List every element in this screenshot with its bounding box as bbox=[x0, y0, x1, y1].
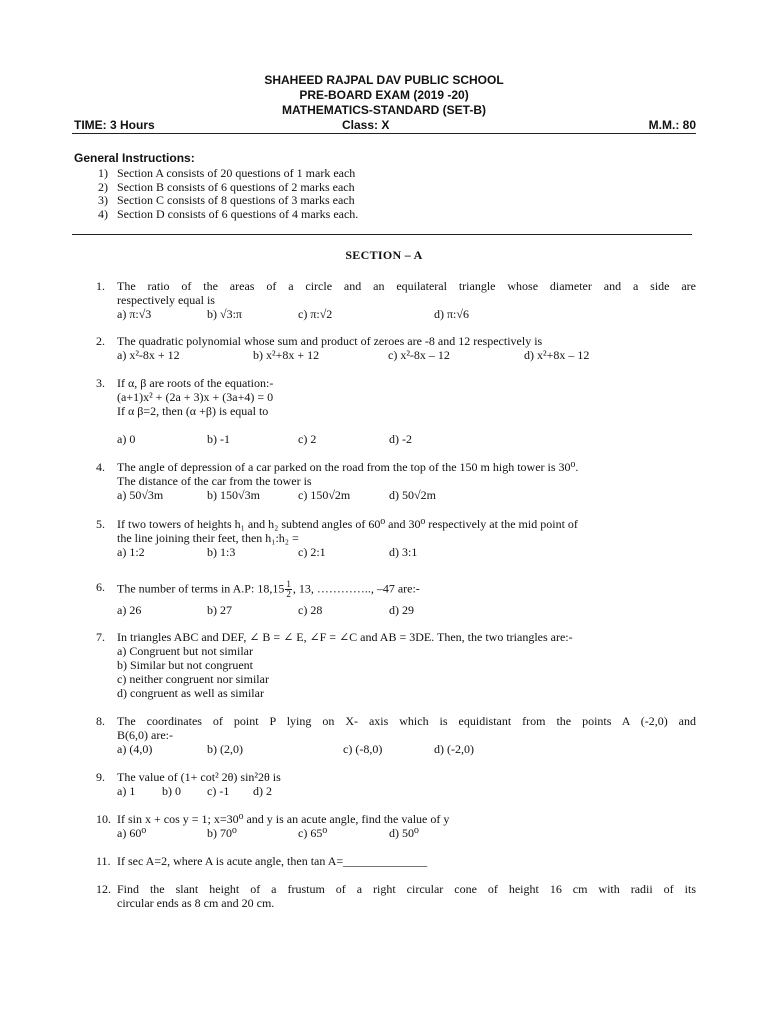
question-number: 8. bbox=[96, 714, 105, 728]
question-text: The distance of the car from the tower is bbox=[117, 474, 312, 488]
option-b: b) -1 bbox=[207, 432, 230, 446]
option-d: d) 2 bbox=[253, 784, 272, 798]
question-number: 5. bbox=[96, 517, 105, 531]
option-d: d) -2 bbox=[389, 432, 412, 446]
question-text: In triangles ABC and DEF, ∠ B = ∠ E, ∠F = ∠C and AB = 3DE. Then, the two triangles are:- bbox=[117, 630, 573, 644]
option-a: a) π:√3 bbox=[117, 307, 152, 321]
option-d: d) 29 bbox=[389, 603, 414, 617]
question-number: 7. bbox=[96, 630, 105, 644]
instruction-number: 4) bbox=[98, 207, 108, 221]
option-d: d) 50⁰ bbox=[389, 826, 419, 840]
header-divider bbox=[72, 133, 696, 134]
question-2 bbox=[96, 334, 696, 362]
option-c: c) neither congruent nor similar bbox=[117, 672, 269, 686]
instruction-item bbox=[98, 207, 358, 222]
option-c: c) 2 bbox=[298, 432, 317, 446]
option-a: a) 60⁰ bbox=[117, 826, 147, 840]
options-row bbox=[117, 742, 696, 756]
option-c: c) -1 bbox=[207, 784, 230, 798]
question-8 bbox=[96, 714, 696, 756]
option-a: a) Congruent but not similar bbox=[117, 644, 253, 658]
option-a: a) x²-8x + 12 bbox=[117, 348, 180, 362]
instruction-item bbox=[98, 193, 355, 208]
option-b: b) x²+8x + 12 bbox=[253, 348, 320, 362]
question-text-part: , 13, ………….., –47 are:- bbox=[292, 581, 420, 596]
question-number: 12. bbox=[96, 882, 111, 896]
option-b: b) 70⁰ bbox=[207, 826, 237, 840]
time-label: TIME: 3 Hours bbox=[74, 118, 155, 132]
question-text: The quadratic polynomial whose sum and product of zeroes are -8 and 12 respectively is bbox=[117, 334, 543, 348]
question-9 bbox=[96, 770, 696, 798]
options-row bbox=[117, 826, 696, 840]
option-d: d) congruent as well as similar bbox=[117, 686, 264, 700]
fraction bbox=[285, 580, 292, 599]
option-b: b) (2,0) bbox=[207, 742, 243, 756]
question-text: The ratio of the areas of a circle and an equilateral triangle whose diameter and a side are bbox=[117, 279, 696, 293]
question-text-part: The number of terms in A.P: 18,15 bbox=[117, 581, 285, 596]
question-text: If sin x + cos y = 1; x=30⁰ and y is an acute angle, find the value of y bbox=[117, 812, 450, 826]
question-number: 10. bbox=[96, 812, 111, 826]
question-5 bbox=[96, 517, 696, 559]
option-c: c) (-8,0) bbox=[343, 742, 383, 756]
options-row bbox=[117, 307, 696, 321]
option-d: d) 3:1 bbox=[389, 545, 418, 559]
option-c: c) π:√2 bbox=[298, 307, 333, 321]
question-text: If two towers of heights h₁ and h₂ subtend angles of 60⁰ and 30⁰ respectively at the mid point of bbox=[117, 517, 578, 531]
question-11 bbox=[96, 854, 696, 868]
option-c: c) 2:1 bbox=[298, 545, 326, 559]
instruction-item bbox=[98, 166, 355, 181]
school-name: SHAHEED RAJPAL DAV PUBLIC SCHOOL bbox=[264, 73, 504, 87]
instructions-divider bbox=[72, 234, 692, 235]
equation-text: (a+1)x² + (2a + 3)x + (3a+4) = 0 bbox=[117, 390, 274, 404]
option-b: b) 150√3m bbox=[207, 488, 260, 502]
question-text: the line joining their feet, then h₁:h₂ = bbox=[117, 531, 299, 545]
question-text: If α β=2, then (α +β) is equal to bbox=[117, 404, 269, 418]
question-number: 3. bbox=[96, 376, 105, 390]
instructions-title: General Instructions: bbox=[74, 151, 195, 165]
option-b: b) √3:π bbox=[207, 307, 242, 321]
option-c: c) 28 bbox=[298, 603, 323, 617]
option-c: c) 65⁰ bbox=[298, 826, 328, 840]
instruction-text: Section A consists of 20 questions of 1 mark each bbox=[117, 166, 356, 180]
options-row bbox=[117, 348, 696, 362]
option-b: b) 1:3 bbox=[207, 545, 236, 559]
option-d: d) π:√6 bbox=[434, 307, 469, 321]
instruction-number: 1) bbox=[98, 166, 108, 180]
option-d: d) 50√2m bbox=[389, 488, 436, 502]
subject-title: MATHEMATICS-STANDARD (SET-B) bbox=[282, 103, 486, 117]
options-row bbox=[117, 603, 696, 617]
instruction-text: Section D consists of 6 questions of 4 marks each. bbox=[117, 207, 359, 221]
option-d: d) (-2,0) bbox=[434, 742, 474, 756]
instruction-number: 2) bbox=[98, 180, 108, 194]
question-text: circular ends as 8 cm and 20 cm. bbox=[117, 896, 275, 910]
class-label: Class: X bbox=[342, 118, 390, 132]
question-text: The angle of depression of a car parked on the road from the top of the 150 m high tower is 30⁰. bbox=[117, 460, 579, 474]
option-b: b) Similar but not congruent bbox=[117, 658, 253, 672]
option-b: b) 0 bbox=[162, 784, 181, 798]
question-text: If α, β are roots of the equation:- bbox=[117, 376, 274, 390]
marks-label: M.M.: 80 bbox=[648, 118, 696, 132]
fraction-denominator: 2 bbox=[286, 589, 291, 599]
options-row bbox=[117, 784, 696, 798]
exam-title: PRE-BOARD EXAM (2019 -20) bbox=[299, 88, 469, 102]
option-a: a) 1 bbox=[117, 784, 136, 798]
question-number: 11. bbox=[96, 854, 111, 868]
options-row bbox=[117, 545, 696, 559]
instruction-text: Section C consists of 8 questions of 3 marks each bbox=[117, 193, 355, 207]
question-text: respectively equal is bbox=[117, 293, 215, 307]
option-b: b) 27 bbox=[207, 603, 232, 617]
question-1 bbox=[96, 279, 696, 321]
question-number: 1. bbox=[96, 279, 105, 293]
option-c: c) 150√2m bbox=[298, 488, 351, 502]
question-6 bbox=[96, 580, 696, 617]
question-number: 2. bbox=[96, 334, 105, 348]
option-c: c) x²-8x – 12 bbox=[388, 348, 450, 362]
question-7 bbox=[96, 630, 696, 700]
question-number: 9. bbox=[96, 770, 105, 784]
question-number: 6. bbox=[96, 580, 105, 594]
question-12 bbox=[96, 882, 696, 910]
option-a: a) (4,0) bbox=[117, 742, 153, 756]
section-title: SECTION – A bbox=[345, 248, 423, 262]
question-text: The value of (1+ cot² 2θ) sin²2θ is bbox=[117, 770, 281, 784]
option-a: a) 1:2 bbox=[117, 545, 145, 559]
question-text: The coordinates of point P lying on X- axis which is equidistant from the points A (-2,0) and bbox=[117, 714, 696, 728]
options-row bbox=[117, 432, 696, 446]
question-4 bbox=[96, 460, 696, 502]
question-3 bbox=[96, 376, 696, 446]
option-a: a) 26 bbox=[117, 603, 142, 617]
instruction-text: Section B consists of 6 questions of 2 marks each bbox=[117, 180, 355, 194]
question-10 bbox=[96, 812, 696, 840]
option-a: a) 50√3m bbox=[117, 488, 164, 502]
question-text: B(6,0) are:- bbox=[117, 728, 173, 742]
question-number: 4. bbox=[96, 460, 105, 474]
option-a: a) 0 bbox=[117, 432, 136, 446]
question-text: If sec A=2, where A is acute angle, then tan A=______________ bbox=[117, 854, 428, 868]
question-text bbox=[117, 580, 696, 599]
instruction-number: 3) bbox=[98, 193, 108, 207]
question-text: Find the slant height of a frustum of a right circular cone of height 16 cm with radii of its bbox=[117, 882, 696, 896]
fraction-numerator: 1 bbox=[286, 579, 291, 589]
options-row bbox=[117, 488, 696, 502]
option-d: d) x²+8x – 12 bbox=[524, 348, 590, 362]
